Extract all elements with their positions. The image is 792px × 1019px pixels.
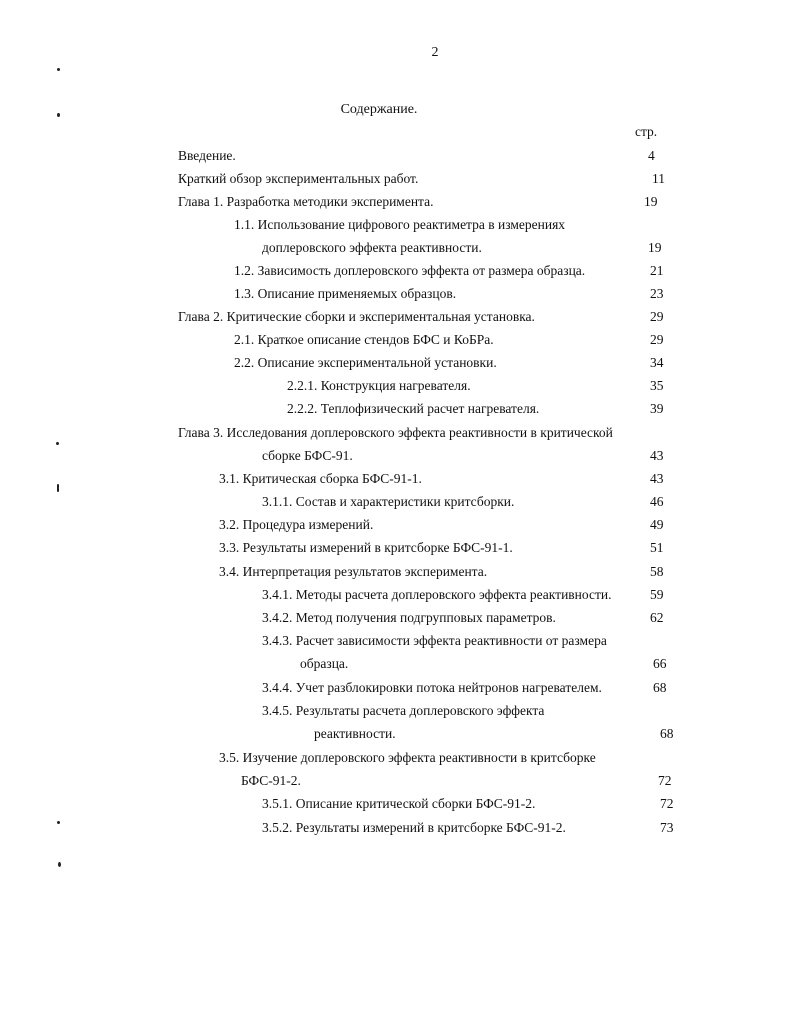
toc-entry-text: 3.1.1. Состав и характеристики критсборки. <box>262 494 515 509</box>
toc-entry-text: БФС-91-2. <box>241 773 301 788</box>
toc-entry-text: 1.2. Зависимость доплеровского эффекта от размера образца. <box>234 263 586 278</box>
scan-speck <box>57 484 59 492</box>
toc-entry-text: 1.1. Использование цифрового реактиметра в измерениях <box>234 217 566 232</box>
toc-entry-text: 2.2.2. Теплофизический расчет нагревателя. <box>287 401 540 416</box>
toc-entry-text: Краткий обзор экспериментальных работ. <box>178 171 419 186</box>
toc-entry-page: 43 <box>650 471 664 486</box>
scan-speck <box>57 113 60 117</box>
pages-column-label: стр. <box>635 124 658 139</box>
scan-speck <box>56 442 59 445</box>
toc-entry-text: 2.2. Описание экспериментальной установки. <box>234 355 497 370</box>
toc-entry-text: сборке БФС-91. <box>262 448 353 463</box>
toc-entry-text: 3.4.5. Результаты расчета доплеровского эффекта <box>262 703 545 718</box>
toc-entry-text: образца. <box>300 656 349 671</box>
toc-entry-page: 19 <box>644 194 658 209</box>
toc-entry-text: 3.4.1. Методы расчета доплеровского эффекта реактивности. <box>262 587 612 602</box>
toc-entry-text: 3.4.4. Учет разблокировки потока нейтронов нагревателем. <box>262 680 602 695</box>
toc-entry-page: 43 <box>650 448 664 463</box>
page-number: 2 <box>431 45 439 60</box>
toc-entry-page: 62 <box>650 610 664 625</box>
toc-entry-text: 1.3. Описание применяемых образцов. <box>234 286 457 301</box>
toc-entry-page: 29 <box>650 309 664 324</box>
toc-entry-text: 3.2. Процедура измерений. <box>219 517 374 532</box>
toc-entry-page: 72 <box>660 796 674 811</box>
toc-entry-text: 3.5.1. Описание критической сборки БФС-91-2. <box>262 796 536 811</box>
toc-entry-page: 34 <box>650 355 664 370</box>
toc-entry-page: 29 <box>650 332 664 347</box>
toc-entry-text: реактивности. <box>314 726 396 741</box>
toc-entry-page: 68 <box>653 680 667 695</box>
toc-entry-page: 73 <box>660 820 674 835</box>
toc-entry-page: 35 <box>650 378 664 393</box>
toc-entry-page: 72 <box>658 773 672 788</box>
toc-entry-page: 66 <box>653 656 667 671</box>
toc-entry-page: 39 <box>650 401 664 416</box>
toc-entry-text: 3.4.3. Расчет зависимости эффекта реактивности от размера <box>262 633 607 648</box>
toc-entry-text: 2.1. Краткое описание стендов БФС и КоБРа. <box>234 332 494 347</box>
scan-speck <box>58 862 61 867</box>
toc-entry-page: 49 <box>650 517 664 532</box>
toc-entry-text: 3.5. Изучение доплеровского эффекта реактивности в критсборке <box>219 750 596 765</box>
toc-entry-page: 58 <box>650 564 664 579</box>
toc-entry-text: Глава 2. Критические сборки и экспериментальная установка. <box>178 309 535 324</box>
toc-entry-page: 68 <box>660 726 674 741</box>
toc-entry-text: 3.1. Критическая сборка БФС-91-1. <box>219 471 422 486</box>
toc-entry-text: 3.5.2. Результаты измерений в критсборке БФС-91-2. <box>262 820 566 835</box>
toc-entry-text: Введение. <box>178 148 236 163</box>
toc-entry-page: 21 <box>650 263 664 278</box>
toc-entry-text: Глава 3. Исследования доплеровского эффекта реактивности в критической <box>178 425 613 440</box>
toc-entry-text: 3.3. Результаты измерений в критсборке БФС-91-1. <box>219 540 513 555</box>
toc-entry-text: доплеровского эффекта реактивности. <box>262 240 482 255</box>
toc-entry-page: 11 <box>652 171 665 186</box>
toc-title: Содержание. <box>340 102 418 117</box>
toc-entry-page: 4 <box>648 148 655 163</box>
toc-entry-text: 3.4.2. Метод получения подгрупповых параметров. <box>262 610 556 625</box>
toc-entry-page: 23 <box>650 286 664 301</box>
toc-entry-text: Глава 1. Разработка методики эксперимента. <box>178 194 434 209</box>
toc-entry-page: 51 <box>650 540 664 555</box>
toc-entry-page: 19 <box>648 240 662 255</box>
toc-entry-page: 59 <box>650 587 664 602</box>
scan-speck <box>57 821 60 824</box>
toc-entry-page: 46 <box>650 494 664 509</box>
scan-speck <box>57 68 60 71</box>
toc-entry-text: 2.2.1. Конструкция нагревателя. <box>287 378 471 393</box>
toc-entry-text: 3.4. Интерпретация результатов эксперимента. <box>219 564 488 579</box>
